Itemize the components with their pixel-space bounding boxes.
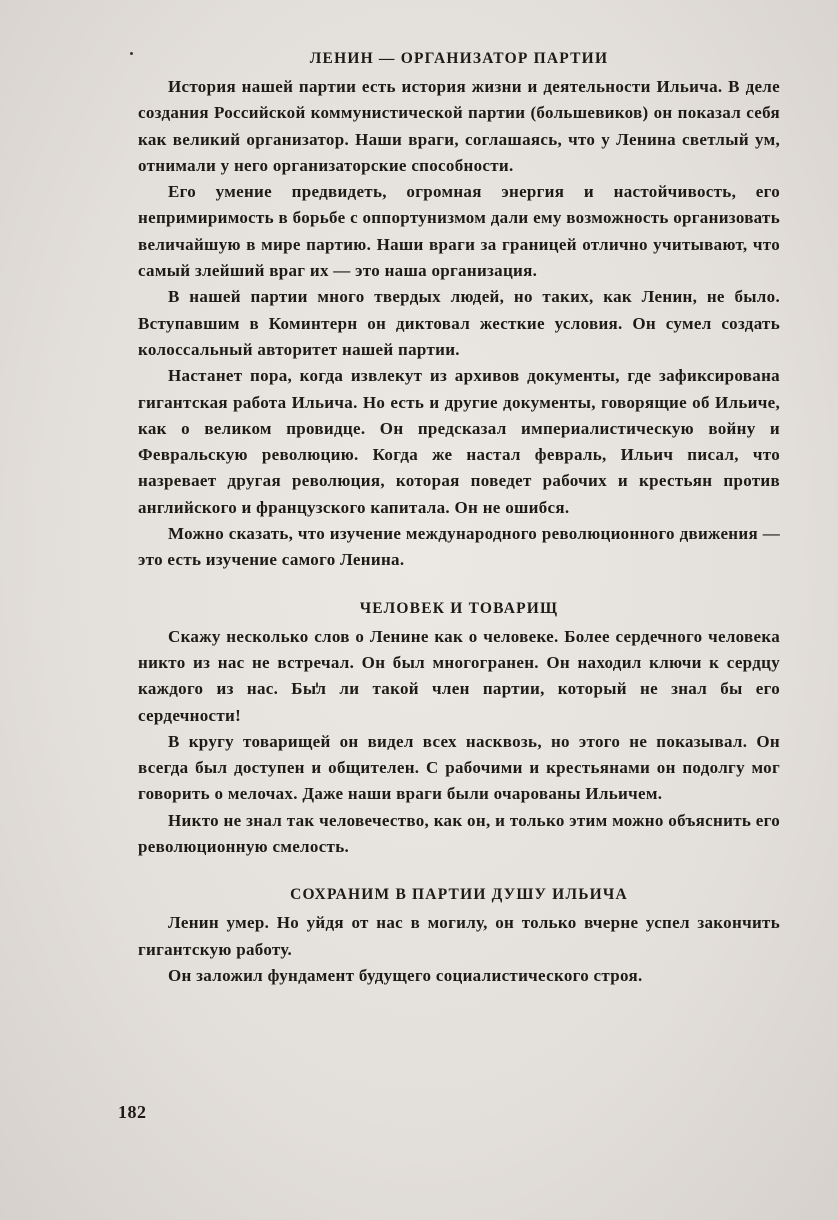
section-heading-2: ЧЕЛОВЕК И ТОВАРИЩ: [359, 599, 559, 617]
paragraph: Настанет пора, когда извлекут из архивов документы, где зафиксирована гигантская работа Ильича. Но есть и другие документы, говорящие об Ильиче, как о великом провидце. Он предсказал империалистическую войну и Февральскую революцию. Когда же настал февраль, Ильич писал, что назревает другая революция, которая поведет рабочих и крестьян против английского и французского капитала. Он не ошибся.: [138, 366, 780, 517]
paragraph: В кругу товарищей он видел всех насквозь, но этого не показывал. Он всегда был доступен и общителен. С рабочими и крестьянами он подолгу мог говорить о мелочах. Даже наши враги были очарованы Ильичем.: [138, 731, 780, 804]
paragraph: Скажу несколько слов о Ленине как о человеке. Более сердечного человека никто из нас не встречал. Он был многогранен. Он находил ключи к сердцу каждого из нас. Был ли такой член партии, который не знал бы его сердечности!: [138, 626, 780, 725]
paragraph: Ленин умер. Но уйдя от нас в могилу, он только вчерне успел закончить гигантскую работу.: [138, 913, 780, 959]
print-speck: [130, 52, 133, 55]
page-number: 182: [118, 1102, 147, 1122]
paragraph: В нашей партии много твердых людей, но таких, как Ленин, не было. Вступавшим в Коминтерн он диктовал жесткие условия. Он сумел создать колоссальный авторитет нашей партии.: [138, 287, 780, 359]
section-heading-3: СОХРАНИМ В ПАРТИИ ДУШУ ИЛЬИЧА: [290, 886, 628, 904]
paragraph: Он заложил фундамент будущего социалистического строя.: [168, 965, 643, 985]
paragraph: Можно сказать, что изучение международного революционного движения — это есть изучение самого Ленина.: [138, 524, 780, 570]
paragraph: История нашей партии есть история жизни и деятельности Ильича. В деле создания Российской коммунистической партии (большевиков) он показал себя как великий организатор. Наши враги, соглашаясь, что у Ленина светлый ум, отнимали у него организаторские способности.: [138, 77, 780, 175]
paragraph: Никто не знал так человечество, как он, и только этим можно объяснить его революционную смелость.: [138, 810, 780, 857]
paragraph: Его умение предвидеть, огромная энергия и настойчивость, его непримиримость в борьбе с оппортунизмом дали ему возможность организовать величайшую в мире партию. Наши враги за границей отлично учитывают, что самый злейший враг их — это наша организация.: [138, 182, 780, 281]
section-heading-1: ЛЕНИН — ОРГАНИЗАТОР ПАРТИИ: [309, 50, 609, 67]
text-block: [138, 44, 780, 989]
